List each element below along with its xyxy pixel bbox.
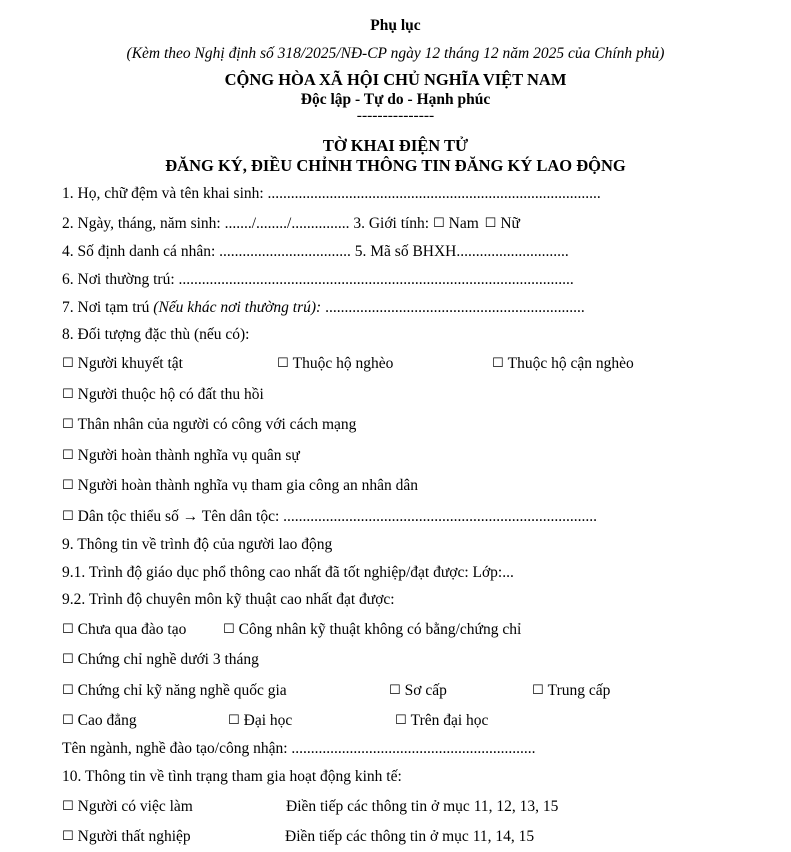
option-intermediate[interactable]	[532, 681, 610, 702]
economic-status-heading: 10. Thông tin về tình trạng tham gia hoạt động kinh tế:	[62, 768, 402, 785]
checkbox-icon[interactable]: ☐	[62, 622, 74, 637]
motto: Độc lập - Tự do - Hạnh phúc	[300, 91, 491, 108]
field-temporary-residence[interactable]	[62, 298, 585, 318]
option-cert-under-3-months[interactable]	[62, 650, 259, 671]
appendix-title: Phụ lục	[370, 17, 421, 34]
option-label: Sơ cấp	[404, 682, 447, 699]
option-national-skill-cert[interactable]	[62, 681, 287, 702]
option-label: Chưa qua đào tạo	[77, 621, 187, 638]
option-label: Trên đại học	[410, 712, 489, 729]
checkbox-icon[interactable]: ☐	[395, 713, 407, 728]
temporary-residence-note: (Nếu khác nơi thường trú):	[153, 299, 322, 316]
option-label: Người thuộc hộ có đất thu hồi	[77, 386, 264, 403]
field-birth-date[interactable]: 2. Ngày, tháng, năm sinh: ......./......../............... 3. Giới tính:	[62, 215, 430, 232]
checkbox-icon[interactable]: ☐	[62, 829, 74, 844]
option-label: Cao đẳng	[77, 712, 137, 729]
special-group-heading: 8. Đối tượng đặc thù (nếu có):	[62, 326, 250, 343]
checkbox-icon[interactable]: ☐	[62, 799, 74, 814]
option-label: Thuộc hộ cận nghèo	[507, 355, 634, 372]
option-label: Người hoàn thành nghĩa vụ tham gia công an nhân dân	[77, 477, 418, 494]
form-subtitle: ĐĂNG KÝ, ĐIỀU CHỈNH THÔNG TIN ĐĂNG KÝ LAO ĐỘNG	[165, 156, 626, 175]
option-military-service[interactable]	[62, 446, 300, 467]
option-university[interactable]	[228, 711, 292, 732]
checkbox-icon[interactable]: ☐	[62, 509, 74, 524]
option-employed[interactable]	[62, 797, 193, 818]
option-merit-relative[interactable]	[62, 415, 356, 436]
checkbox-icon[interactable]: ☐	[62, 356, 74, 371]
checkbox-icon[interactable]: ☐	[228, 713, 240, 728]
option-poor-household[interactable]	[277, 354, 393, 375]
technical-qualification-heading: 9.2. Trình độ chuyên môn kỹ thuật cao nhất đạt được:	[62, 591, 395, 608]
qualification-heading: 9. Thông tin về trình độ của người lao động	[62, 536, 333, 553]
checkbox-icon[interactable]: ☐	[62, 683, 74, 698]
male-label: Nam	[448, 215, 479, 232]
option-unemployed[interactable]	[62, 827, 191, 848]
field-id-insurance[interactable]: 4. Số định danh cá nhân: .................................. 5. Mã số BHXH.............................	[62, 243, 569, 260]
temporary-residence-dots: ...................................................................	[325, 299, 585, 316]
field-permanent-residence[interactable]: 6. Nơi thường trú: ......................................................................................................	[62, 271, 574, 288]
nation-heading: CỘNG HÒA XÃ HỘI CHỦ NGHĨA VIỆT NAM	[224, 70, 567, 89]
option-college[interactable]	[62, 711, 137, 732]
male-checkbox[interactable]: ☐	[433, 216, 445, 231]
checkbox-icon[interactable]: ☐	[62, 417, 74, 432]
field-full-name[interactable]: 1. Họ, chữ đệm và tên khai sinh: ......................................................................................	[62, 185, 601, 202]
field-general-education[interactable]: 9.1. Trình độ giáo dục phổ thông cao nhất đã tốt nghiệp/đạt được: Lớp:...	[62, 564, 514, 581]
option-label: Công nhân kỹ thuật không có bằng/chứng chỉ	[238, 621, 522, 638]
checkbox-icon[interactable]: ☐	[277, 356, 289, 371]
checkbox-icon[interactable]: ☐	[492, 356, 504, 371]
checkbox-icon[interactable]: ☐	[62, 713, 74, 728]
option-label: Chứng chỉ nghề dưới 3 tháng	[77, 651, 259, 668]
option-label: Chứng chỉ kỹ năng nghề quốc gia	[77, 682, 287, 699]
option-near-poor-household[interactable]	[492, 354, 634, 375]
option-disabled[interactable]	[62, 354, 183, 375]
option-label: Đại học	[243, 712, 293, 729]
option-label: Trung cấp	[547, 682, 611, 699]
checkbox-icon[interactable]: ☐	[62, 652, 74, 667]
checkbox-icon[interactable]: ☐	[389, 683, 401, 698]
checkbox-icon[interactable]: ☐	[62, 387, 74, 402]
employed-instruction: Điền tiếp các thông tin ở mục 11, 12, 13, 15	[286, 798, 559, 815]
option-label: Thân nhân của người có công với cách mạng	[77, 416, 357, 433]
option-label: Thuộc hộ nghèo	[292, 355, 394, 372]
option-label: Người thất nghiệp	[77, 828, 191, 845]
female-checkbox[interactable]: ☐	[484, 216, 497, 231]
option-label: Người khuyết tật	[77, 355, 183, 372]
option-label: Người hoàn thành nghĩa vụ quân sự	[77, 447, 300, 464]
option-label: Dân tộc thiểu số → Tên dân tộc: .................................................................................	[77, 508, 598, 525]
unemployed-instruction: Điền tiếp các thông tin ở mục 11, 14, 15	[285, 828, 535, 845]
checkbox-icon[interactable]: ☐	[62, 478, 74, 493]
option-ethnic-minority[interactable]	[62, 507, 597, 528]
field-major-name[interactable]: Tên ngành, nghề đào tạo/công nhận: ...............................................................	[62, 740, 536, 757]
female-label: Nữ	[500, 215, 520, 232]
option-postgraduate[interactable]	[395, 711, 488, 732]
temporary-residence-label: 7. Nơi tạm trú	[62, 299, 150, 316]
option-untrained[interactable]	[62, 620, 186, 641]
divider-rule: ---------------	[356, 107, 435, 124]
option-label: Người có việc làm	[77, 798, 193, 815]
field-birth-gender	[62, 214, 520, 235]
checkbox-icon[interactable]: ☐	[62, 448, 74, 463]
form-title: TỜ KHAI ĐIỆN TỬ	[322, 136, 469, 155]
decree-reference: (Kèm theo Nghị định số 318/2025/NĐ-CP ngày 12 tháng 12 năm 2025 của Chính phủ)	[126, 45, 665, 62]
checkbox-icon[interactable]: ☐	[223, 622, 235, 637]
option-land-recovered[interactable]	[62, 385, 264, 406]
option-police-service[interactable]	[62, 476, 418, 497]
option-uncertified-worker[interactable]	[223, 620, 521, 641]
checkbox-icon[interactable]: ☐	[532, 683, 544, 698]
option-elementary[interactable]	[389, 681, 447, 702]
